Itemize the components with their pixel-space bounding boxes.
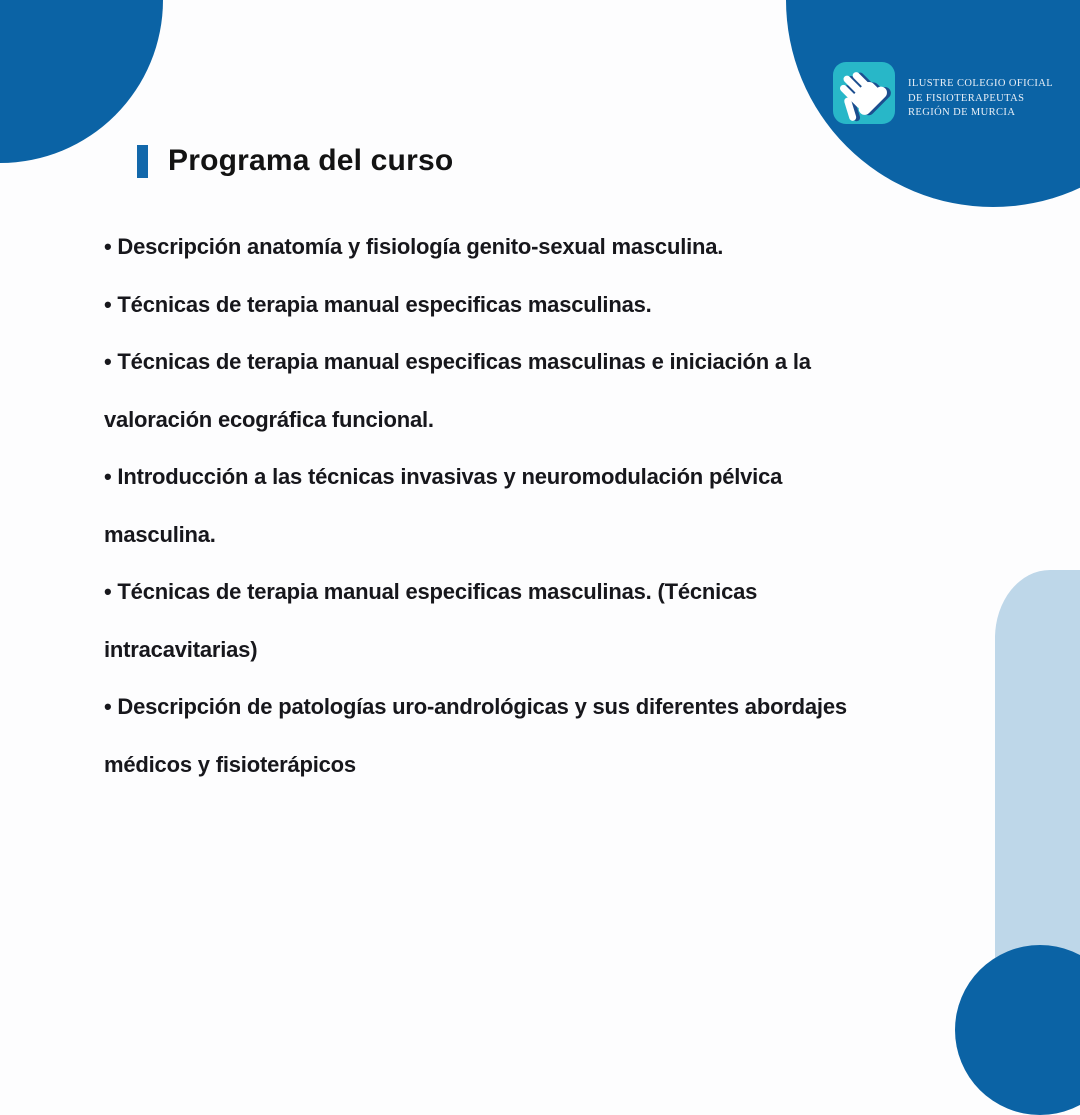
- bottom-right-circle-decor: [955, 945, 1080, 1115]
- program-line: médicos y fisioterápicos: [104, 751, 356, 777]
- hand-icon: [833, 62, 895, 124]
- program-line: • Técnicas de terapia manual especificas masculinas e iniciación a la: [104, 349, 811, 374]
- program-line: • Descripción anatomía y fisiología genito-sexual masculina.: [104, 234, 724, 259]
- org-name-line: REGIÓN DE MURCIA: [908, 107, 1016, 118]
- program-line: masculina.: [104, 521, 216, 547]
- title-accent-bar: [137, 145, 148, 178]
- top-left-circle-decor: [0, 0, 163, 163]
- org-logo-badge: [833, 62, 895, 124]
- program-line: • Técnicas de terapia manual especificas masculinas.: [104, 291, 652, 317]
- org-name-line: ILUSTRE COLEGIO OFICIAL: [908, 78, 1054, 89]
- program-line: intracavitarias): [104, 636, 258, 662]
- program-line: • Descripción de patologías uro-andrológicas y sus diferentes abordajes: [104, 694, 847, 719]
- program-line: • Introducción a las técnicas invasivas y neuromodulación pélvica: [104, 464, 783, 489]
- program-line: • Técnicas de terapia manual especificas masculinas. (Técnicas: [104, 579, 758, 604]
- org-name: [908, 77, 1053, 121]
- program-list: [104, 218, 1034, 793]
- org-name-line: DE FISIOTERAPEUTAS: [908, 92, 1025, 104]
- program-line: valoración ecográfica funcional.: [104, 406, 434, 432]
- page-title: Programa del curso: [168, 144, 454, 177]
